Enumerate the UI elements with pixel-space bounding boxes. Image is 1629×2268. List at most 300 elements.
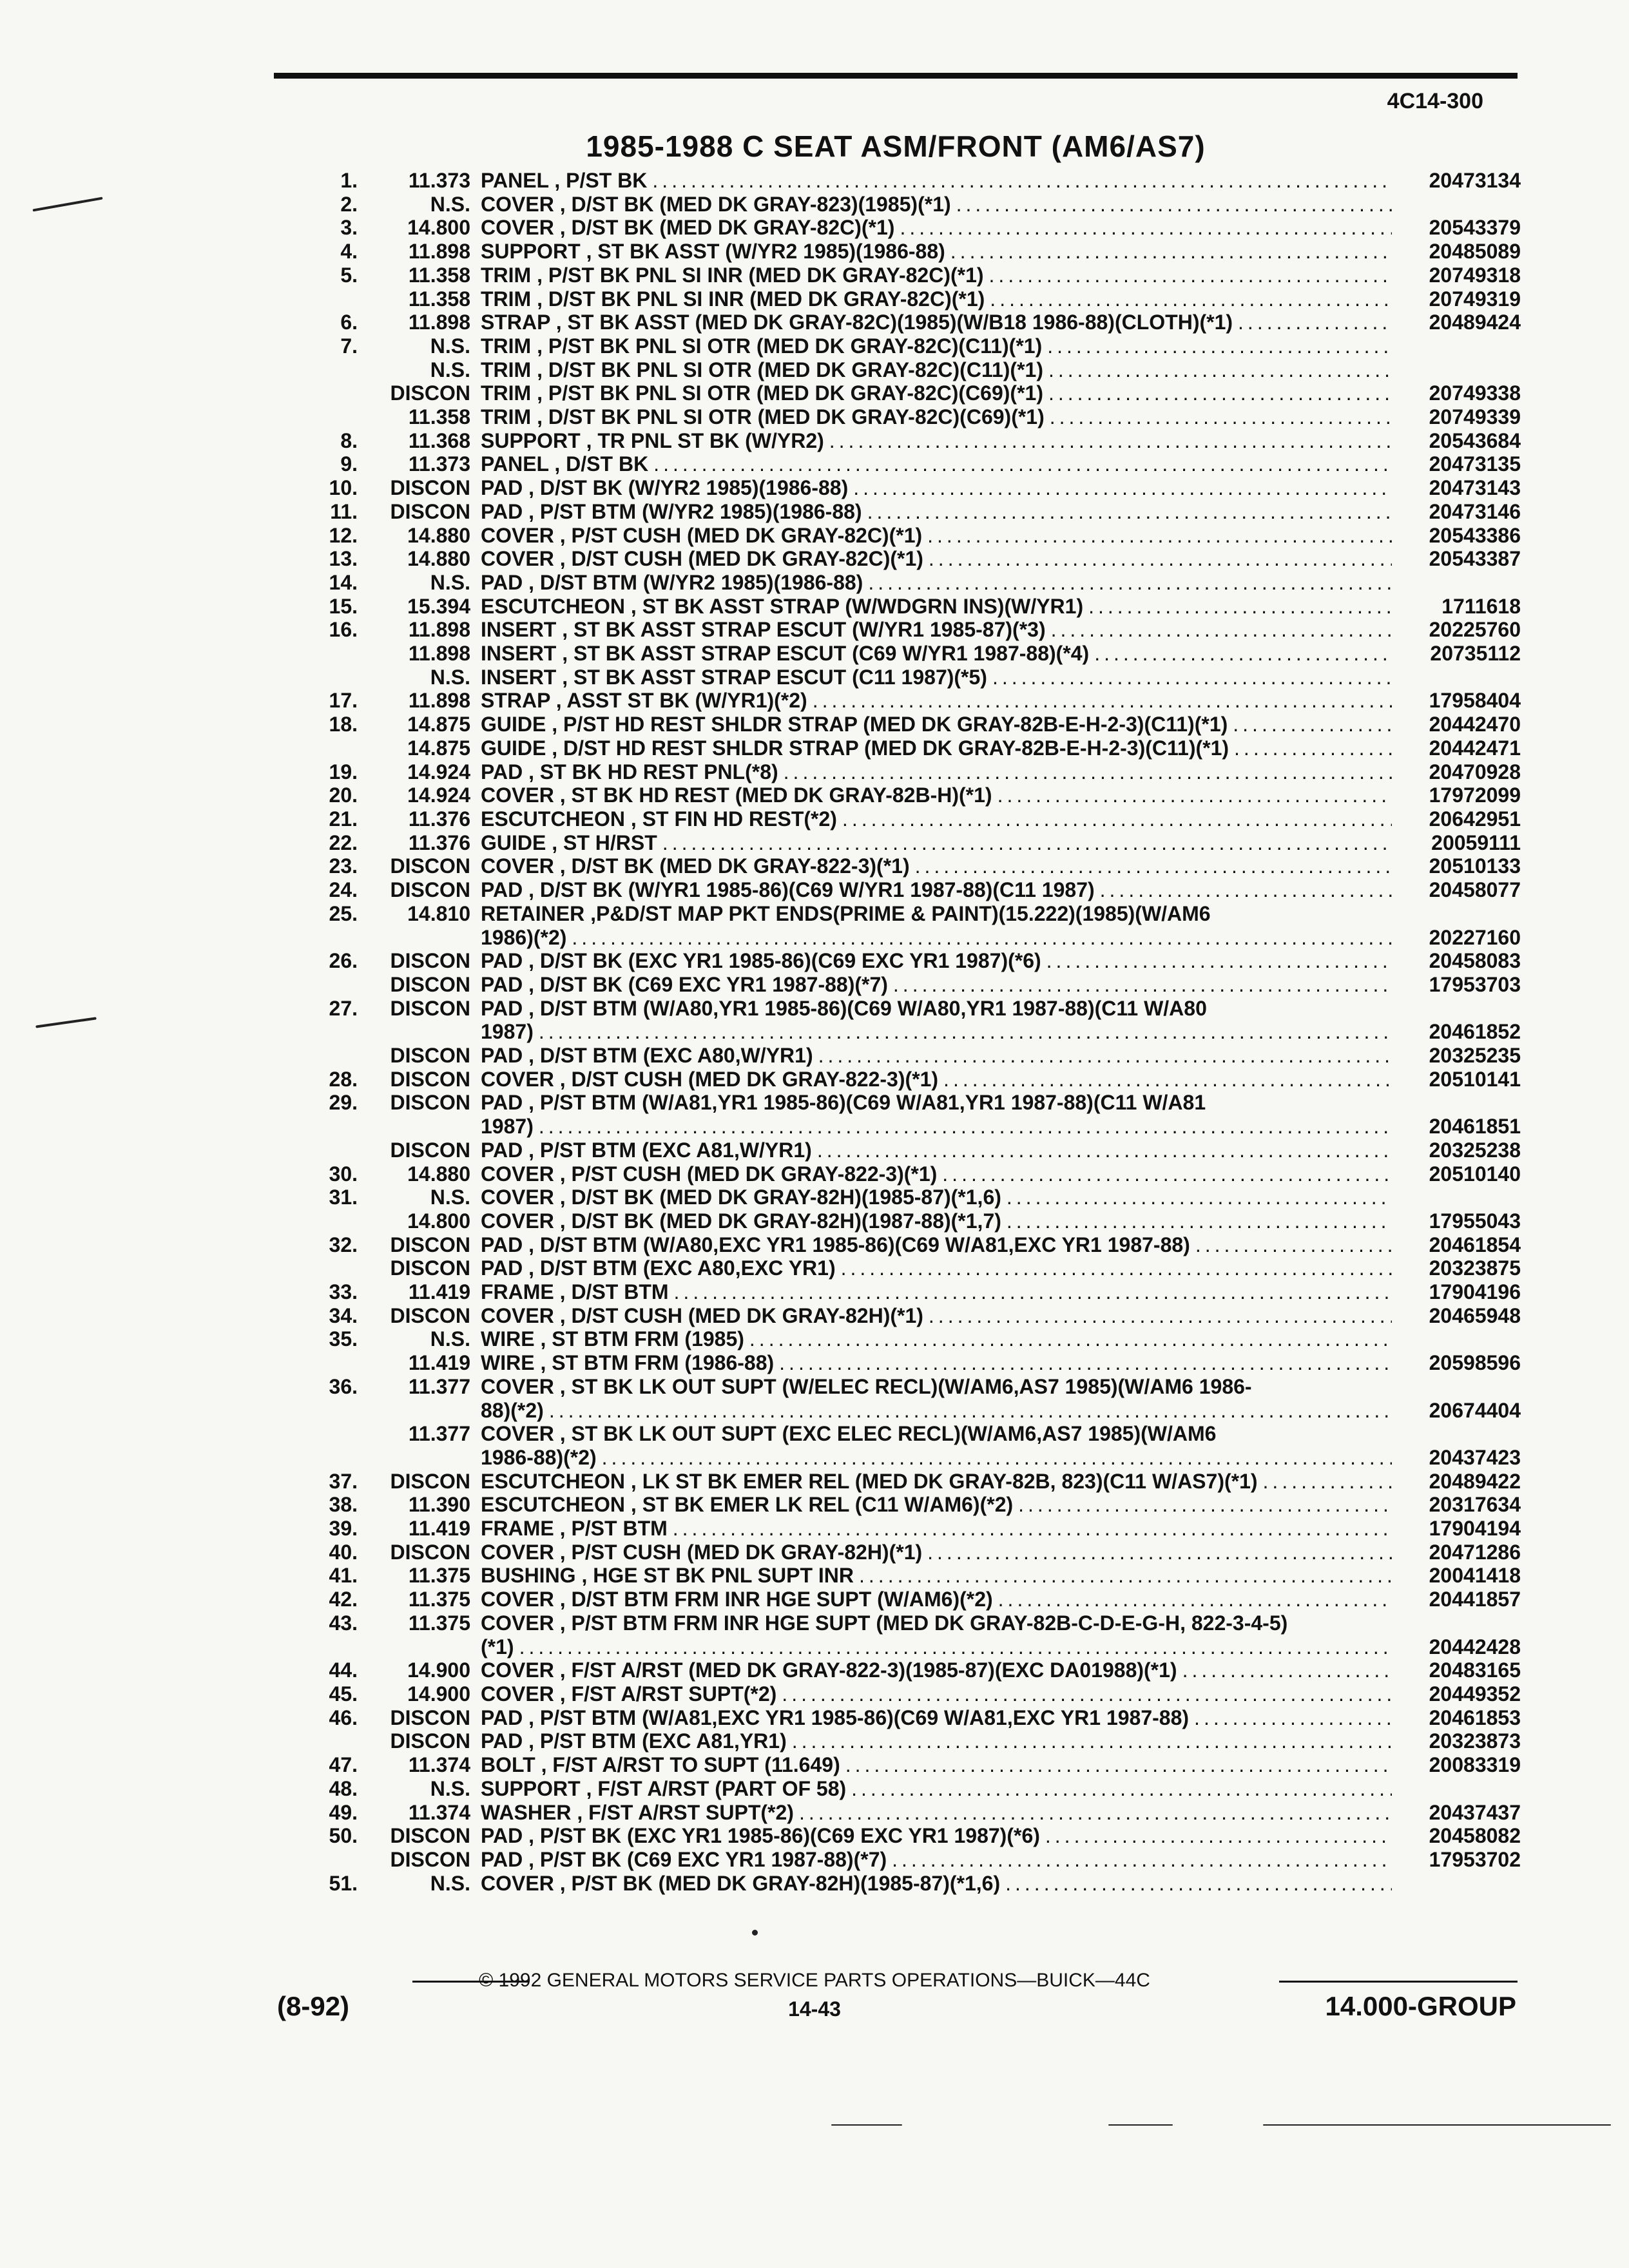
description-cell xyxy=(481,1753,1392,1777)
item-number: 48. xyxy=(329,1776,358,1800)
footer-date-code: (8-92) xyxy=(277,1991,350,2021)
part-description: SUPPORT , TR PNL ST BK (W/YR2) xyxy=(481,428,824,452)
part-number: 20317634 xyxy=(1429,1493,1521,1517)
dot-leader xyxy=(1206,1091,1392,1115)
parts-row xyxy=(277,1729,1521,1753)
parts-row xyxy=(277,1375,1521,1399)
parts-row xyxy=(277,1068,1521,1091)
part-description: COVER , D/ST BTM FRM INR HGE SUPT (W/AM6)(*2) xyxy=(481,1588,993,1611)
parts-row xyxy=(277,334,1521,358)
dot-leader xyxy=(922,524,1392,548)
part-number: 20458077 xyxy=(1429,878,1521,902)
part-number: 20510140 xyxy=(1429,1162,1521,1186)
item-number: 35. xyxy=(329,1327,358,1351)
description-cell xyxy=(481,642,1392,666)
group-code: DISCON xyxy=(390,1824,470,1848)
description-cell xyxy=(481,807,1392,831)
description-cell xyxy=(481,1470,1392,1494)
dot-leader xyxy=(993,1588,1392,1611)
part-description: BUSHING , HGE ST BK PNL SUPT INR xyxy=(481,1564,854,1588)
part-description: RETAINER ,P&D/ST MAP PKT ENDS(PRIME & PAINT)(15.222)(1985)(W/AM6 xyxy=(481,901,1211,925)
description-cell xyxy=(481,1588,1392,1611)
description-cell xyxy=(481,1611,1392,1635)
group-code: DISCON xyxy=(390,1067,470,1091)
description-cell xyxy=(481,524,1392,548)
dot-leader xyxy=(840,1753,1392,1777)
item-number: 49. xyxy=(329,1800,358,1824)
parts-row xyxy=(277,878,1521,902)
group-code: 14.800 xyxy=(407,216,470,240)
part-number: 20461852 xyxy=(1429,1020,1521,1044)
description-cell xyxy=(481,1872,1392,1896)
part-number: 20437423 xyxy=(1429,1445,1521,1469)
description-cell xyxy=(481,854,1392,878)
dot-leader xyxy=(862,500,1392,524)
parts-row xyxy=(277,997,1521,1021)
dot-leader xyxy=(922,1541,1392,1564)
group-code: N.S. xyxy=(430,1871,470,1895)
parts-row xyxy=(277,1186,1521,1209)
description-cell xyxy=(481,1635,1392,1659)
part-number: 20543379 xyxy=(1429,216,1521,240)
group-code: 11.898 xyxy=(408,618,470,642)
part-description: COVER , D/ST BK (MED DK GRAY-82H)(1985-87)(*1,6) xyxy=(481,1186,1001,1209)
group-code: 11.374 xyxy=(408,1753,470,1777)
part-number: 17958404 xyxy=(1429,689,1521,713)
item-number: 12. xyxy=(329,523,358,547)
parts-row xyxy=(277,169,1521,193)
part-number: 20461854 xyxy=(1429,1233,1521,1256)
group-code: DISCON xyxy=(390,381,470,405)
part-description: COVER , P/ST CUSH (MED DK GRAY-822-3)(*1) xyxy=(481,1162,938,1186)
part-description: 1986)(*2) xyxy=(481,925,567,949)
part-number: 20483165 xyxy=(1429,1658,1521,1682)
group-code: N.S. xyxy=(430,334,470,358)
description-cell xyxy=(481,264,1392,287)
part-number: 20458082 xyxy=(1429,1824,1521,1848)
description-cell xyxy=(481,193,1392,216)
parts-row xyxy=(277,1635,1521,1659)
item-number: 29. xyxy=(329,1091,358,1115)
group-code: 14.900 xyxy=(407,1658,470,1682)
part-description: INSERT , ST BK ASST STRAP ESCUT (W/YR1 1985-87)(*3) xyxy=(481,618,1046,642)
dot-leader xyxy=(648,452,1392,476)
part-description: PAD , D/ST BK (EXC YR1 1985-86)(C69 EXC YR1 1987)(*6) xyxy=(481,949,1041,973)
dot-leader xyxy=(1040,1824,1392,1848)
dot-leader xyxy=(744,1327,1392,1351)
group-code: DISCON xyxy=(390,499,470,523)
group-code: 11.898 xyxy=(408,642,470,666)
part-number: 20510141 xyxy=(1429,1067,1521,1091)
group-code: 11.898 xyxy=(408,689,470,713)
item-number: 23. xyxy=(329,854,358,878)
group-code: 11.374 xyxy=(408,1800,470,1824)
part-number: 20449352 xyxy=(1429,1682,1521,1706)
part-description: TRIM , P/ST BK PNL SI INR (MED DK GRAY-82C)(*1) xyxy=(481,263,984,287)
part-description: ESCUTCHEON , ST FIN HD REST(*2) xyxy=(481,807,837,831)
group-code: 14.924 xyxy=(407,783,470,807)
group-code: 14.900 xyxy=(407,1682,470,1706)
part-description: PAD , P/ST BTM (W/A81,EXC YR1 1985-86)(C69 W/A81,EXC YR1 1987-88) xyxy=(481,1706,1190,1729)
description-cell xyxy=(481,878,1392,902)
part-description: COVER , P/ST CUSH (MED DK GRAY-82H)(*1) xyxy=(481,1540,923,1564)
part-number: 20473134 xyxy=(1429,169,1521,192)
description-cell xyxy=(481,1233,1392,1257)
parts-row xyxy=(277,429,1521,453)
part-number: 20041418 xyxy=(1429,1564,1521,1588)
dot-leader xyxy=(1043,358,1392,382)
group-code: 11.898 xyxy=(408,311,470,334)
description-cell xyxy=(481,997,1392,1021)
group-code: 11.373 xyxy=(408,452,470,476)
dot-leader xyxy=(1013,1493,1392,1517)
description-cell xyxy=(481,783,1392,807)
dot-leader xyxy=(1177,1658,1392,1682)
item-number: 44. xyxy=(329,1658,358,1682)
description-cell xyxy=(481,1375,1392,1399)
dot-leader xyxy=(888,973,1392,997)
dot-leader xyxy=(776,1682,1392,1706)
part-description: INSERT , ST BK ASST STRAP ESCUT (C11 1987)(*5) xyxy=(481,665,987,689)
part-number: 20489424 xyxy=(1429,311,1521,334)
scan-mark-bottom-2 xyxy=(1108,2124,1173,2126)
group-code: 14.924 xyxy=(407,760,470,783)
part-description: 88)(*2) xyxy=(481,1398,544,1422)
part-description: TRIM , D/ST BK PNL SI OTR (MED DK GRAY-82C)(C69)(*1) xyxy=(481,405,1045,429)
part-number: 20442428 xyxy=(1429,1635,1521,1658)
dot-leader xyxy=(514,1635,1392,1659)
item-number: 43. xyxy=(329,1611,358,1635)
item-number: 1. xyxy=(340,169,358,192)
dot-leader xyxy=(778,760,1392,784)
dot-leader xyxy=(945,240,1392,264)
part-description: PAD , P/ST BK (EXC YR1 1985-86)(C69 EXC YR1 1987)(*6) xyxy=(481,1824,1040,1848)
description-cell xyxy=(481,1446,1392,1470)
part-description: GUIDE , ST H/RST xyxy=(481,831,657,854)
description-cell xyxy=(481,287,1392,311)
description-cell xyxy=(481,1304,1392,1328)
dot-leader xyxy=(1045,405,1392,429)
group-code: 11.390 xyxy=(408,1493,470,1517)
part-description: STRAP , ST BK ASST (MED DK GRAY-82C)(1985)(W/B18 1986-88)(CLOTH)(*1) xyxy=(481,311,1233,334)
item-number: 6. xyxy=(340,311,358,334)
part-description: COVER , ST BK LK OUT SUPT (W/ELEC RECL)(W/AM6,AS7 1985)(W/AM6 1986- xyxy=(481,1374,1252,1398)
part-description: COVER , D/ST BK (MED DK GRAY-823)(1985)(*1) xyxy=(481,192,951,216)
item-number: 22. xyxy=(329,831,358,854)
dot-leader xyxy=(863,571,1392,595)
description-cell xyxy=(481,713,1392,736)
part-description: PAD , D/ST BK (W/YR1 1985-86)(C69 W/YR1 1987-88)(C11 1987) xyxy=(481,878,1095,902)
parts-row xyxy=(277,1044,1521,1068)
dot-leader xyxy=(985,287,1392,311)
item-number: 2. xyxy=(340,192,358,216)
parts-row xyxy=(277,736,1521,760)
parts-row xyxy=(277,713,1521,736)
page-title: 1985-1988 C SEAT ASM/FRONT (AM6/AS7) xyxy=(586,130,1206,163)
parts-row xyxy=(277,783,1521,807)
item-number: 34. xyxy=(329,1303,358,1327)
parts-row xyxy=(277,1162,1521,1186)
dot-leader xyxy=(824,429,1392,453)
description-cell xyxy=(481,1209,1392,1233)
parts-row xyxy=(277,381,1521,405)
item-number: 21. xyxy=(329,807,358,831)
parts-row xyxy=(277,1611,1521,1635)
part-number: 20543684 xyxy=(1429,428,1521,452)
parts-row xyxy=(277,1517,1521,1541)
part-description: 1987) xyxy=(481,1115,534,1139)
item-number: 25. xyxy=(329,901,358,925)
dot-leader xyxy=(1190,1233,1392,1257)
parts-row xyxy=(277,689,1521,713)
dot-leader xyxy=(812,1139,1392,1162)
parts-row xyxy=(277,973,1521,997)
part-number: 20598596 xyxy=(1429,1351,1521,1375)
part-number: 20471286 xyxy=(1429,1540,1521,1564)
group-code: 14.880 xyxy=(407,523,470,547)
item-number: 47. xyxy=(329,1753,358,1777)
description-cell xyxy=(481,1115,1392,1139)
part-description: PAD , P/ST BTM (EXC A81,W/YR1) xyxy=(481,1138,812,1162)
dot-leader xyxy=(534,1020,1392,1044)
description-cell xyxy=(481,1848,1392,1872)
scan-mark-left-1 xyxy=(32,197,102,211)
description-cell xyxy=(481,1517,1392,1541)
part-number: 20227160 xyxy=(1429,925,1521,949)
part-description: COVER , P/ST CUSH (MED DK GRAY-82C)(*1) xyxy=(481,523,923,547)
dot-leader xyxy=(837,807,1392,831)
part-description: PAD , P/ST BTM (W/A81,YR1 1985-86)(C69 W/A81,YR1 1987-88)(C11 W/A81 xyxy=(481,1091,1206,1115)
footer-page-number: 14-43 xyxy=(788,1997,841,2021)
part-description: ESCUTCHEON , LK ST BK EMER REL (MED DK GRAY-82B, 823)(C11 W/AS7)(*1) xyxy=(481,1469,1258,1493)
parts-row xyxy=(277,476,1521,500)
part-description: COVER , D/ST BK (MED DK GRAY-82H)(1987-88)(*1,7) xyxy=(481,1209,1001,1233)
part-number: 20225760 xyxy=(1429,618,1521,642)
top-rule xyxy=(274,73,1518,79)
description-cell xyxy=(481,1068,1392,1091)
parts-row xyxy=(277,902,1521,926)
item-number: 9. xyxy=(340,452,358,476)
group-code: DISCON xyxy=(390,1091,470,1115)
parts-row xyxy=(277,1588,1521,1611)
part-number: 20461853 xyxy=(1429,1706,1521,1729)
group-code: 11.377 xyxy=(408,1374,470,1398)
parts-row xyxy=(277,1399,1521,1423)
part-description: BOLT , F/ST A/RST TO SUPT (11.649) xyxy=(481,1753,840,1777)
dot-leader xyxy=(1228,713,1392,736)
scan-dot xyxy=(752,1930,758,1936)
parts-row xyxy=(277,1848,1521,1872)
dot-leader xyxy=(1258,1470,1392,1494)
dot-leader xyxy=(937,1162,1392,1186)
part-description: COVER , ST BK HD REST (MED DK GRAY-82B-H)(*1) xyxy=(481,783,992,807)
dot-leader xyxy=(669,1280,1392,1304)
parts-row xyxy=(277,1091,1521,1115)
dot-leader xyxy=(1211,902,1392,926)
part-description: COVER , D/ST CUSH (MED DK GRAY-82C)(*1) xyxy=(481,547,923,571)
part-number: 20473135 xyxy=(1429,452,1521,476)
dot-leader xyxy=(1001,1186,1392,1209)
part-description: COVER , D/ST BK (MED DK GRAY-822-3)(*1) xyxy=(481,854,910,878)
part-description: ESCUTCHEON , ST BK ASST STRAP (W/WDGRN INS)(W/YR1) xyxy=(481,594,1084,618)
description-cell xyxy=(481,831,1392,855)
parts-row xyxy=(277,949,1521,973)
group-code: DISCON xyxy=(390,1138,470,1162)
dot-leader xyxy=(923,547,1392,571)
description-cell xyxy=(481,240,1392,264)
item-number: 32. xyxy=(329,1233,358,1256)
description-cell xyxy=(481,902,1392,926)
dot-leader xyxy=(846,1777,1392,1801)
parts-row xyxy=(277,642,1521,666)
group-code: DISCON xyxy=(390,1256,470,1280)
item-number: 3. xyxy=(340,216,358,240)
parts-row xyxy=(277,1470,1521,1494)
description-cell xyxy=(481,666,1392,689)
dot-leader xyxy=(544,1399,1392,1423)
group-code: 15.394 xyxy=(407,594,470,618)
parts-row xyxy=(277,547,1521,571)
group-code: 11.358 xyxy=(408,405,470,429)
group-code: 11.419 xyxy=(408,1280,470,1304)
parts-row xyxy=(277,1256,1521,1280)
parts-row xyxy=(277,1327,1521,1351)
scan-mark-bottom-1 xyxy=(831,2124,902,2126)
group-code: 11.375 xyxy=(408,1588,470,1611)
parts-row xyxy=(277,1422,1521,1446)
group-code: 14.880 xyxy=(407,1162,470,1186)
part-number: 20749338 xyxy=(1429,381,1521,405)
part-description: PAD , D/ST BTM (W/YR2 1985)(1986-88) xyxy=(481,570,863,594)
parts-row xyxy=(277,264,1521,287)
part-description: PAD , P/ST BTM (W/YR2 1985)(1986-88) xyxy=(481,499,862,523)
part-description: PANEL , D/ST BK xyxy=(481,452,649,476)
group-code: DISCON xyxy=(390,1847,470,1871)
parts-row xyxy=(277,452,1521,476)
description-cell xyxy=(481,1493,1392,1517)
dot-leader xyxy=(534,1115,1392,1139)
item-number: 37. xyxy=(329,1469,358,1493)
group-code: N.S. xyxy=(430,1776,470,1800)
item-number: 36. xyxy=(329,1374,358,1398)
group-code: 11.376 xyxy=(408,807,470,831)
parts-row xyxy=(277,1801,1521,1825)
parts-row xyxy=(277,807,1521,831)
item-number: 17. xyxy=(329,689,358,713)
part-description: 1987) xyxy=(481,1020,534,1044)
item-number: 39. xyxy=(329,1517,358,1541)
item-number: 28. xyxy=(329,1067,358,1091)
description-cell xyxy=(481,1824,1392,1848)
description-cell xyxy=(481,760,1392,784)
item-number: 27. xyxy=(329,996,358,1020)
parts-row xyxy=(277,831,1521,855)
dot-leader xyxy=(807,689,1392,713)
part-description: TRIM , D/ST BK PNL SI INR (MED DK GRAY-82C)(*1) xyxy=(481,287,985,311)
item-number: 38. xyxy=(329,1493,358,1517)
footer-group: 14.000-GROUP xyxy=(1325,1991,1516,2021)
parts-row xyxy=(277,1564,1521,1588)
part-description: TRIM , P/ST BK PNL SI OTR (MED DK GRAY-82C)(C69)(*1) xyxy=(481,381,1043,405)
group-code: DISCON xyxy=(390,476,470,500)
description-cell xyxy=(481,1186,1392,1209)
group-code: DISCON xyxy=(390,1540,470,1564)
dot-leader xyxy=(1042,334,1392,358)
part-number: 17955043 xyxy=(1429,1209,1521,1233)
page-reference: 4C14-300 xyxy=(1387,89,1483,113)
group-code: 14.880 xyxy=(407,547,470,571)
part-description: GUIDE , D/ST HD REST SHLDR STRAP (MED DK GRAY-82B-E-H-2-3)(C11)(*1) xyxy=(481,736,1229,760)
description-cell xyxy=(481,1044,1392,1068)
parts-row xyxy=(277,1139,1521,1162)
parts-row xyxy=(277,240,1521,264)
group-code: 14.875 xyxy=(407,736,470,760)
dot-leader xyxy=(910,854,1392,878)
part-description: COVER , P/ST BTM FRM INR HGE SUPT (MED DK GRAY-82B-C-D-E-G-H, 822-3-4-5) xyxy=(481,1611,1288,1635)
description-cell xyxy=(481,926,1392,950)
description-cell xyxy=(481,429,1392,453)
dot-leader xyxy=(1000,1872,1392,1896)
dot-leader xyxy=(1043,381,1392,405)
parts-row xyxy=(277,571,1521,595)
dot-leader xyxy=(566,926,1392,950)
description-cell xyxy=(481,358,1392,382)
dot-leader xyxy=(774,1351,1392,1375)
parts-row xyxy=(277,311,1521,334)
group-code: DISCON xyxy=(390,1729,470,1753)
description-cell xyxy=(481,1422,1392,1446)
part-number: 20325238 xyxy=(1429,1138,1521,1162)
description-cell xyxy=(481,452,1392,476)
item-number: 30. xyxy=(329,1162,358,1186)
part-number: 20674404 xyxy=(1429,1398,1521,1422)
description-cell xyxy=(481,1091,1392,1115)
dot-leader xyxy=(1216,1422,1392,1446)
dot-leader xyxy=(647,169,1392,193)
description-cell xyxy=(481,476,1392,500)
part-number: 20473143 xyxy=(1429,476,1521,500)
item-number: 40. xyxy=(329,1540,358,1564)
description-cell xyxy=(481,1256,1392,1280)
description-cell xyxy=(481,1139,1392,1162)
description-cell xyxy=(481,216,1392,240)
part-number: 20543387 xyxy=(1429,547,1521,571)
parts-row xyxy=(277,1020,1521,1044)
parts-row xyxy=(277,618,1521,642)
dot-leader xyxy=(923,1304,1392,1328)
item-number: 19. xyxy=(329,760,358,783)
scan-mark-left-2 xyxy=(35,1017,97,1028)
description-cell xyxy=(481,571,1392,595)
part-description: FRAME , P/ST BTM xyxy=(481,1517,668,1541)
parts-row xyxy=(277,524,1521,548)
group-code: N.S. xyxy=(430,1186,470,1209)
part-description: PAD , ST BK HD REST PNL(*8) xyxy=(481,760,778,783)
part-description: WASHER , F/ST A/RST SUPT(*2) xyxy=(481,1800,794,1824)
dot-leader xyxy=(1252,1375,1392,1399)
scan-mark-bottom-3 xyxy=(1263,2124,1611,2126)
description-cell xyxy=(481,311,1392,334)
description-cell xyxy=(481,405,1392,429)
dot-leader xyxy=(1189,1706,1392,1730)
dot-leader xyxy=(992,783,1392,807)
part-number: 1711618 xyxy=(1441,594,1521,618)
group-code: 11.377 xyxy=(408,1422,470,1446)
dot-leader xyxy=(1233,311,1392,334)
item-number: 24. xyxy=(329,878,358,902)
parts-row xyxy=(277,1115,1521,1139)
dot-leader xyxy=(813,1044,1392,1068)
